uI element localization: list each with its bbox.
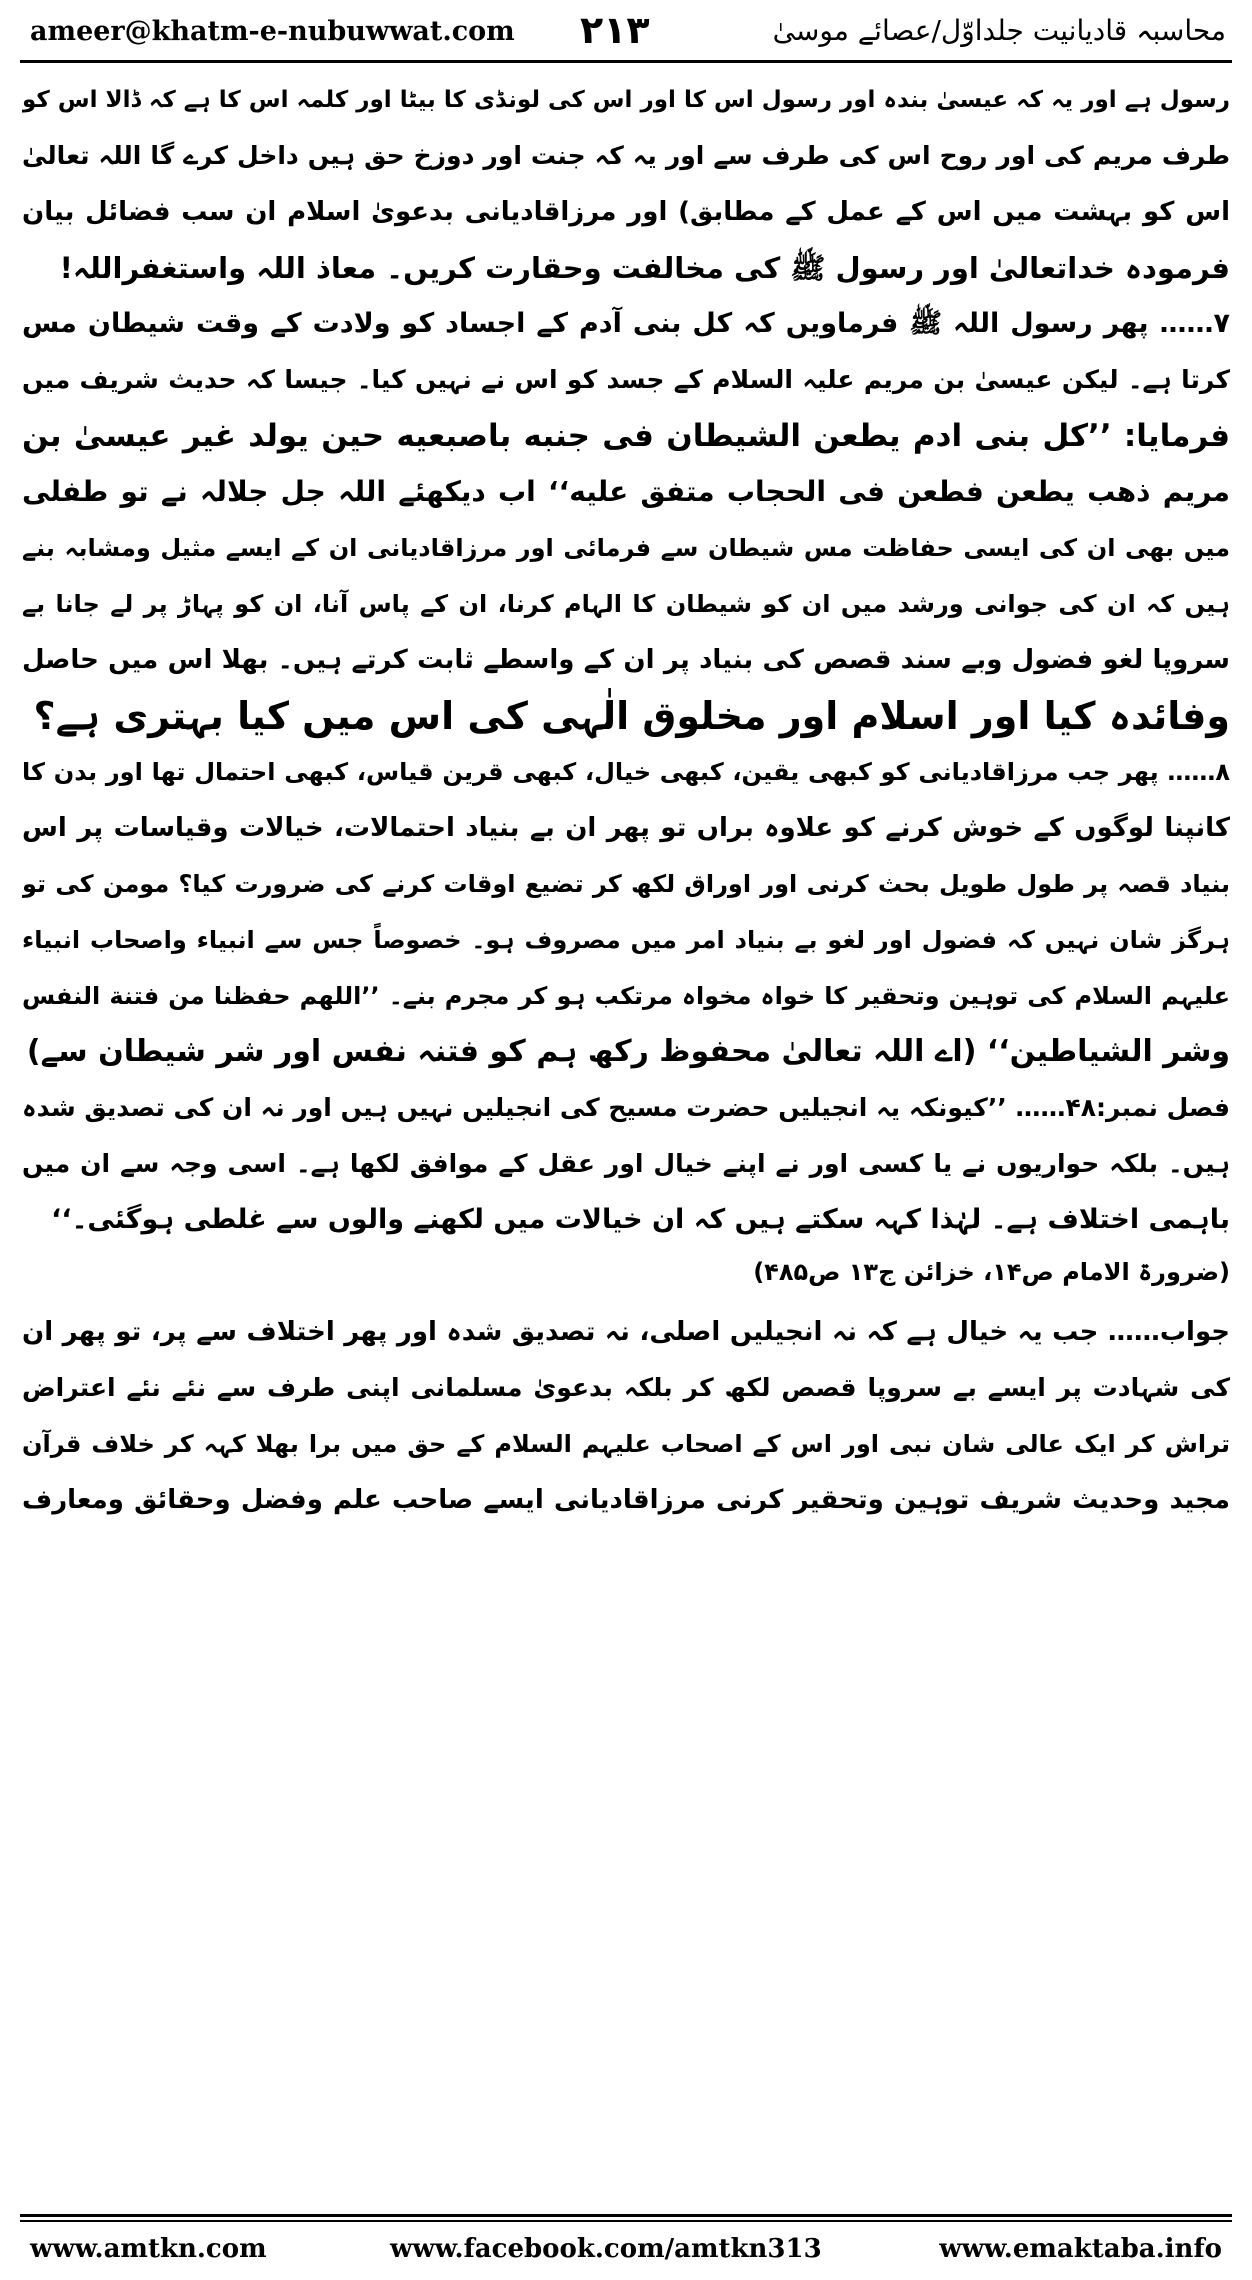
body-line: فرمودہ خداتعالیٰ اور رسول ﷺ کی مخالفت وحقارت کریں۔ معاذ اللہ واستغفراللہ! xyxy=(59,251,1230,285)
footer-rule xyxy=(20,2214,1232,2217)
body-line: بنیاد قصہ پر طول طویل بحث کرنی اور اوراق لکھ کر تضیع اوقات کرنے کی ضرورت کیا؟ مومن کی تو xyxy=(22,870,1230,898)
body-line: طرف مریم کی اور روح اس کی طرف سے اور یہ کہ جنت اور دوزخ حق ہیں داخل کرے گا اللہ تعالیٰ xyxy=(22,141,1230,170)
footer-link-facebook[interactable]: www.facebook.com/amtkn313 xyxy=(390,2234,822,2264)
header-email: ameer@khatm-e-nubuwwat.com xyxy=(30,16,515,47)
reference-citation: (ضرورۃ الامام ص۱۴، خزائن ج۱۳ ص۴۸۵) xyxy=(753,1258,1230,1286)
page-footer xyxy=(20,2226,1232,2270)
body-line: جواب…… جب یہ خیال ہے کہ نہ انجیلیں اصلی، نہ تصدیق شدہ اور پھر اختلاف سے پر، تو پھر ان xyxy=(22,1317,1230,1347)
body-line: باہمی اختلاف ہے۔ لہٰذا کہہ سکتے ہیں کہ ان خیالات میں لکھنے والوں سے غلطی ہوگئی۔‘‘ xyxy=(51,1204,1230,1235)
body-line: وفائدہ کیا اور اسلام اور مخلوق الٰہی کی اس میں کیا بہتری ہے؟ xyxy=(33,694,1230,738)
book-title: محاسبہ قادیانیت جلداوّل/عصائے موسیٰ xyxy=(772,14,1226,47)
body-line: فصل نمبر:۴۸…… ’’کیونکہ یہ انجیلیں حضرت مسیح کی انجیلیں نہیں ہیں اور نہ ان کی تصدیق شدہ xyxy=(22,1093,1230,1122)
body-line: کی شہادت پر ایسے بے سروپا قصص لکھ کر بلکہ بدعویٰ مسلمانی اپنی طرف سے نئے نئے اعتراض xyxy=(22,1373,1230,1402)
page-body xyxy=(22,72,1230,1528)
body-line: ۸…… پھر جب مرزاقادیانی کو کبھی یقین، کبھی خیال، کبھی قرین قیاس، کبھی احتمال تھا اور بدن کا xyxy=(22,758,1230,786)
body-line: ہیں۔ بلکہ حواریوں نے یا کسی اور نے اپنے خیال اور عقل کے موافق لکھا ہے۔ اسی وجہ سے ان میں xyxy=(22,1149,1230,1178)
body-line: ہرگز شان نہیں کہ فضول اور لغو بے بنیاد امر میں مصروف ہو۔ خصوصاً جس سے انبیاء واصحاب انبیاء xyxy=(22,926,1230,954)
body-line: اس کو بہشت میں اس کے عمل کے مطابق) اور مرزاقادیانی بدعویٰ اسلام ان سب فضائل بیان xyxy=(22,197,1230,227)
body-line: میں بھی ان کی ایسی حفاظت مس شیطان سے فرمائی اور مرزاقادیانی ان کے ایسے مثیل ومشابہ بنے xyxy=(22,534,1230,562)
body-line: مریم ذهب یطعن فطعن فی الحجاب متفق علیه‘‘ اب دیکھئے اللہ جل جلالہ نے تو طفلی xyxy=(22,475,1230,508)
page-header xyxy=(20,8,1232,58)
body-line: مجید وحدیث شریف توہین وتحقیر کرنی مرزاقادیانی ایسے صاحب علم وفضل وحقائق ومعارف xyxy=(22,1485,1230,1515)
body-line: رسول ہے اور یہ کہ عیسیٰ بندہ اور رسول اس کا اور اس کی لونڈی کا بیٹا اور کلمہ اس کا ہے کہ ڈالا اس کو xyxy=(22,87,1230,113)
page-number: ۲۱۳ xyxy=(580,8,650,52)
body-line: ہیں کہ ان کی جوانی ورشد میں ان کو شیطان کا الہام کرنا، ان کے پاس آنا، ان کو پہاڑ پر لے جانا بے xyxy=(22,590,1230,618)
body-line: کرتا ہے۔ لیکن عیسیٰ بن مریم علیہ السلام کے جسد کو اس نے نہیں کیا۔ جیسا کہ حدیث شریف میں xyxy=(22,365,1230,394)
header-rule xyxy=(20,60,1232,63)
body-line: وشر الشیاطین‘‘ (اے اللہ تعالیٰ محفوظ رکھ ہم کو فتنہ نفس اور شر شیطان سے) xyxy=(26,1034,1230,1069)
footer-rule-secondary xyxy=(20,2220,1232,2222)
body-line: سروپا لغو فضول وبے سند قصص کی بنیاد پر ان کے واسطے ثابت کرتے ہیں۔ بھلا اس میں حاصل xyxy=(22,645,1230,675)
body-line: علیہم السلام کی توہین وتحقیر کا خواہ مخواہ مرتکب ہو کر مجرم بنے۔ ’’اللهم حفظنا من فتنة النفس xyxy=(22,982,1230,1010)
footer-link-amtkn[interactable]: www.amtkn.com xyxy=(30,2234,267,2264)
body-line: فرمایا: ’’کل بنی ادم یطعن الشیطان فی جنبه باصبعیه حین یولد غیر عیسیٰ بن xyxy=(22,418,1230,454)
body-line: ۷…… پھر رسول اللہ ﷺ فرماویں کہ کل بنی آدم کے اجساد کو ولادت کے وقت شیطان مس xyxy=(22,308,1230,339)
body-line: کانپنا لوگوں کے خوش کرنے کو علاوہ براں تو پھر ان بے بنیاد احتمالات، خیالات وقیاسات پر اس xyxy=(22,813,1230,843)
body-line: تراش کر ایک عالی شان نبی اور اس کے اصحاب علیہم السلام کے حق میں برا بھلا کہہ کر خلاف قرآن xyxy=(22,1430,1230,1458)
footer-link-emaktaba[interactable]: www.emaktaba.info xyxy=(939,2234,1222,2264)
